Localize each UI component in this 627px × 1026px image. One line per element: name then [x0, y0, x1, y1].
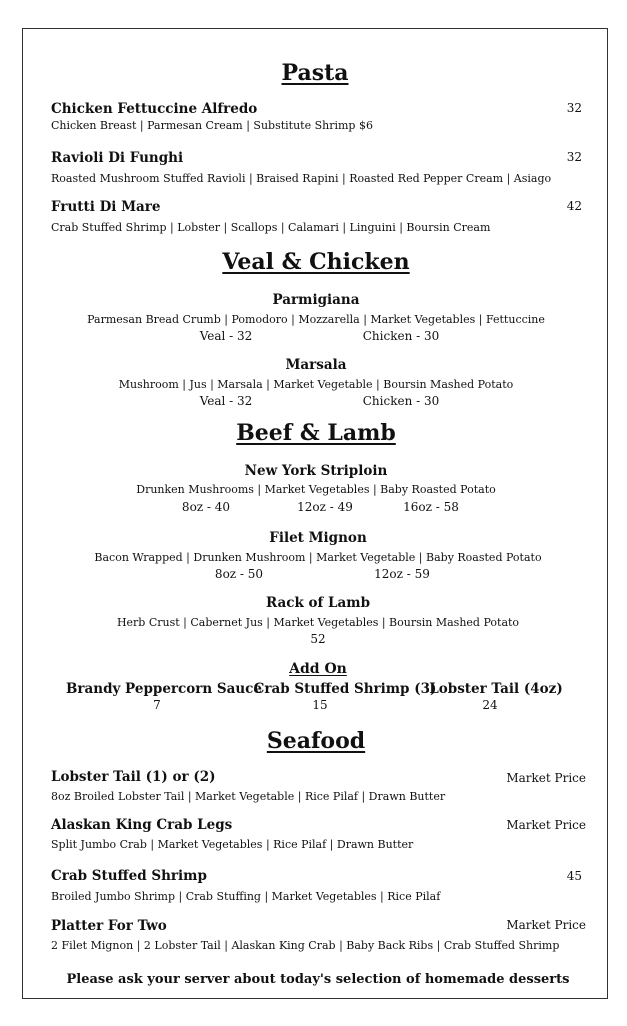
menu-item-desc: Drunken Mushrooms | Market Vegetables | Baby Roasted Potato: [136, 483, 496, 496]
pasta-heading: Pasta: [281, 60, 349, 86]
menu-item-price: 32: [566, 150, 582, 164]
menu-item-option: 12oz - 49: [297, 500, 353, 514]
menu-item-desc: Herb Crust | Cabernet Jus | Market Vegetables | Boursin Mashed Potato: [116, 616, 520, 629]
menu-item-name: Ravioli Di Funghi: [51, 150, 184, 166]
menu-item-option: Chicken - 30: [362, 329, 440, 343]
menu-item-option: 16oz - 58: [403, 500, 459, 514]
menu-item-price: 45: [566, 869, 582, 883]
menu-item-name: Filet Mignon: [269, 530, 367, 546]
add-on-item-price: 15: [312, 698, 328, 712]
menu-item-desc: Broiled Jumbo Shrimp | Crab Stuffing | Market Vegetables | Rice Pilaf: [51, 890, 441, 903]
veal-chicken-heading: Veal & Chicken: [222, 249, 410, 275]
menu-item-name: Parmigiana: [272, 292, 360, 308]
add-on-item-name: Lobster Tail (4oz): [429, 681, 563, 697]
menu-item-name: New York Striploin: [244, 463, 388, 479]
menu-item-price: 42: [566, 199, 582, 213]
menu-item-desc: Mushroom | Jus | Marsala | Market Vegetable | Boursin Mashed Potato: [118, 378, 514, 391]
menu-item-name: Chicken Fettuccine Alfredo: [51, 101, 258, 117]
add-on-item-name: Brandy Peppercorn Sauce: [65, 681, 263, 697]
menu-item-desc: 8oz Broiled Lobster Tail | Market Vegetable | Rice Pilaf | Drawn Butter: [51, 790, 446, 803]
menu-item-name: Frutti Di Mare: [51, 199, 161, 215]
menu-item-price: Market Price: [506, 918, 586, 932]
menu-item-desc: Split Jumbo Crab | Market Vegetables | Rice Pilaf | Drawn Butter: [51, 838, 414, 851]
menu-item-price: 52: [310, 632, 326, 646]
seafood-heading: Seafood: [266, 728, 366, 754]
menu-item-option: Chicken - 30: [362, 394, 440, 408]
menu-item-option: Veal - 32: [199, 394, 253, 408]
menu-item-name: Rack of Lamb: [265, 595, 371, 611]
menu-item-price: Market Price: [506, 771, 586, 785]
add-on-item-name: Crab Stuffed Shrimp (3): [253, 681, 437, 697]
menu-item-desc: Parmesan Bread Crumb | Pomodoro | Mozzarella | Market Vegetables | Fettuccine: [87, 313, 545, 326]
menu-item-name: Marsala: [285, 357, 347, 373]
menu-item-price: 32: [566, 101, 582, 115]
menu-item-price: Market Price: [506, 818, 586, 832]
add-on-item-price: 24: [482, 698, 498, 712]
add-on-heading: Add On: [289, 661, 347, 677]
menu-item-option: 12oz - 59: [374, 567, 430, 581]
menu-item-name: Lobster Tail (1) or (2): [51, 769, 216, 785]
menu-item-name: Platter For Two: [51, 918, 167, 934]
menu-item-desc: Chicken Breast | Parmesan Cream | Substitute Shrimp $6: [51, 119, 373, 132]
menu-item-name: Alaskan King Crab Legs: [51, 817, 233, 833]
add-on-item-price: 7: [153, 698, 161, 712]
menu-item-option: 8oz - 50: [214, 567, 264, 581]
menu-item-option: 8oz - 40: [181, 500, 231, 514]
menu-item-desc: Roasted Mushroom Stuffed Ravioli | Braised Rapini | Roasted Red Pepper Cream | Asiago: [51, 172, 552, 185]
menu-item-desc: Crab Stuffed Shrimp | Lobster | Scallops | Calamari | Linguini | Boursin Cream: [51, 221, 491, 234]
menu-item-desc: Bacon Wrapped | Drunken Mushroom | Market Vegetable | Baby Roasted Potato: [94, 551, 542, 564]
menu-item-desc: 2 Filet Mignon | 2 Lobster Tail | Alaskan King Crab | Baby Back Ribs | Crab Stuffed Shrimp: [51, 939, 560, 952]
beef-lamb-heading: Beef & Lamb: [236, 420, 396, 446]
menu-item-option: Veal - 32: [199, 329, 253, 343]
menu-item-name: Crab Stuffed Shrimp: [51, 868, 207, 884]
dessert-note: Please ask your server about today's selection of homemade desserts: [66, 972, 570, 987]
